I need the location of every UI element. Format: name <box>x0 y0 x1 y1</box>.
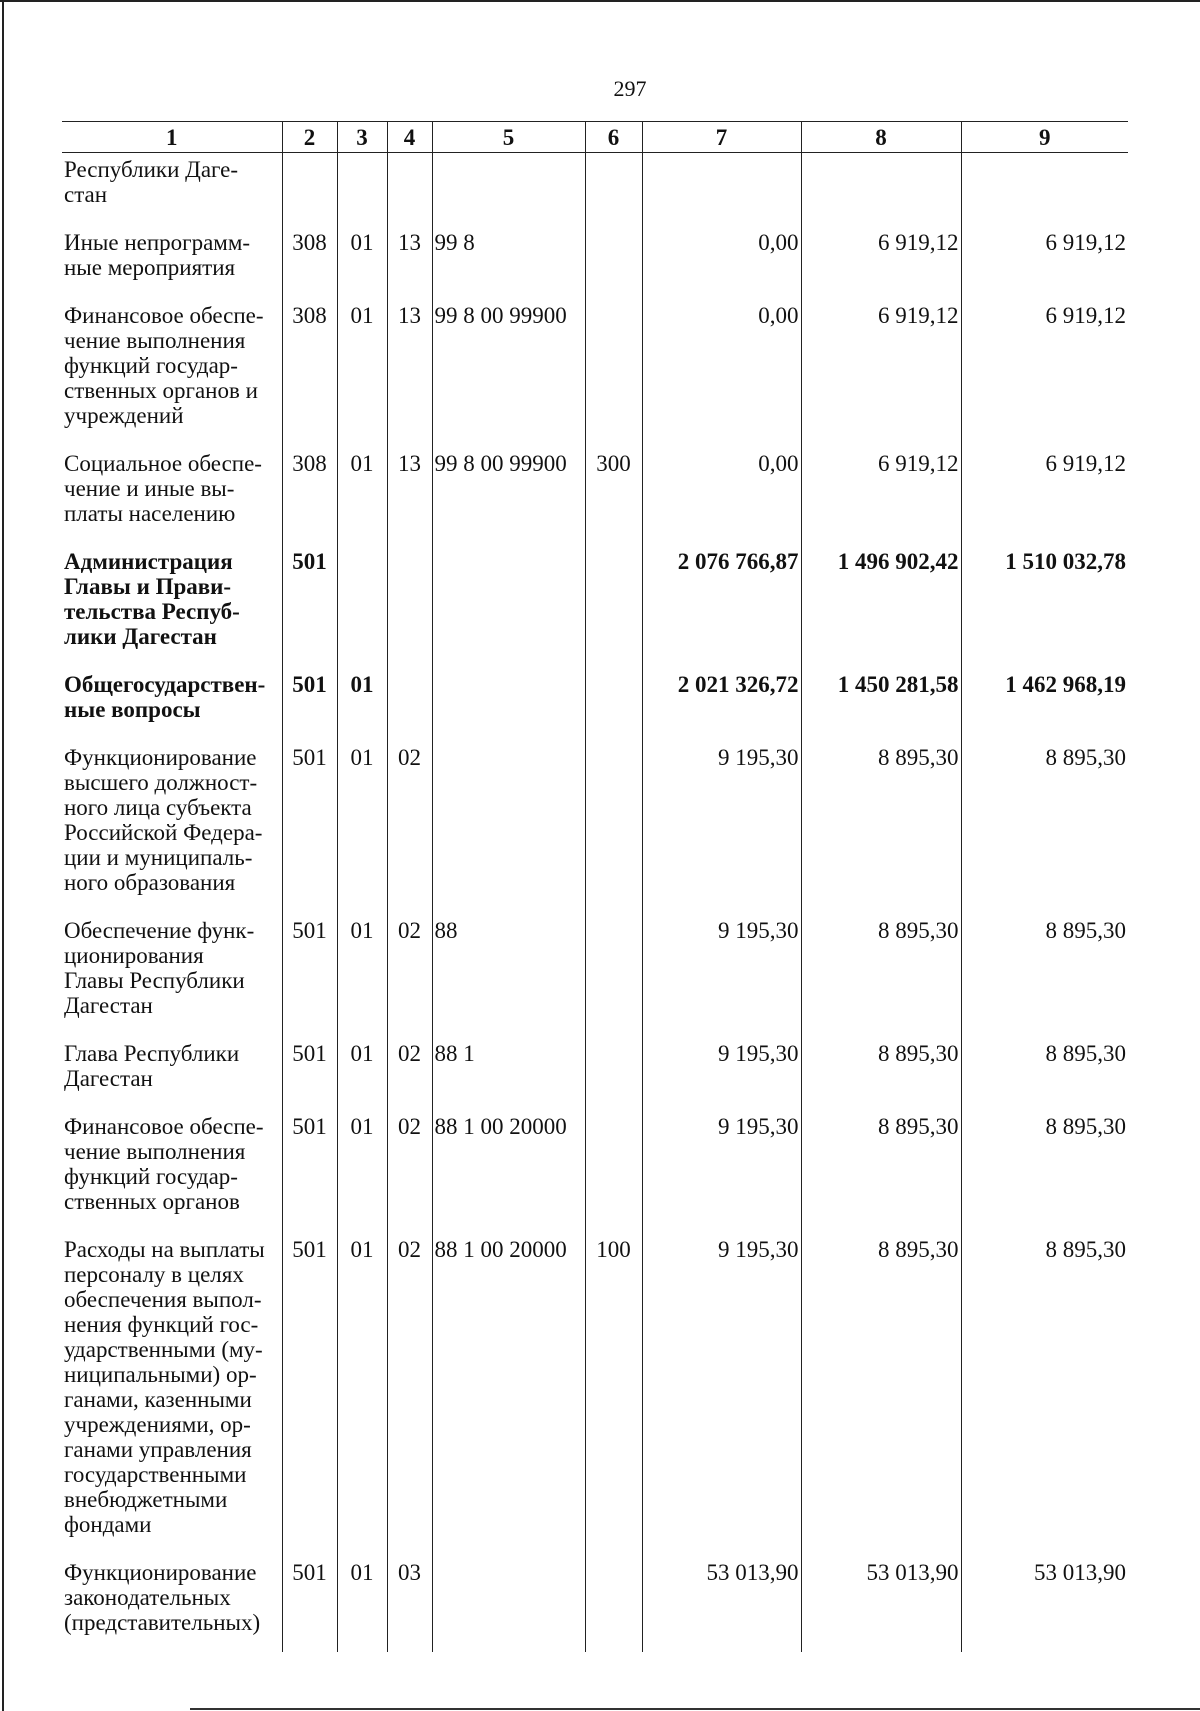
table-row <box>62 1108 1128 1231</box>
table-body <box>62 153 1128 1653</box>
amount-cell-col8: 8 895,30 <box>801 1035 961 1108</box>
expense-type-cell <box>585 153 642 225</box>
subsection-code-cell: 13 <box>387 224 432 297</box>
amount-cell-col7: 0,00 <box>642 297 801 445</box>
amount-cell-col9: 6 919,12 <box>961 224 1128 297</box>
target-article-cell <box>432 1554 585 1652</box>
row-label: Финансовое обеспе- чение выполнения функций государ- ственных органов <box>64 1114 264 1214</box>
amount-cell-col8: 6 919,12 <box>801 297 961 445</box>
subsection-code-cell: 02 <box>387 1108 432 1231</box>
page-number: 297 <box>613 76 647 101</box>
amount-cell-col9: 53 013,90 <box>961 1554 1128 1652</box>
amount-cell-col9: 8 895,30 <box>961 1108 1128 1231</box>
target-article-cell <box>432 153 585 225</box>
expense-type-cell <box>585 1108 642 1231</box>
row-label: Общегосударствен- ные вопросы <box>64 672 266 722</box>
row-label: Функционирование высшего должност- ного лица субъекта Российской Федера- ции и муниципаль- ного образования <box>64 745 263 895</box>
section-code-cell: 01 <box>337 445 387 543</box>
column-header-1: 1 <box>62 122 282 153</box>
expense-type-cell <box>585 1554 642 1652</box>
expense-type-cell <box>585 543 642 666</box>
expense-type-cell <box>585 224 642 297</box>
table-row <box>62 153 1128 225</box>
row-label: Обеспечение функ- ционирования Главы Республики Дагестан <box>64 918 255 1018</box>
table-row <box>62 739 1128 912</box>
expense-type-cell <box>585 1035 642 1108</box>
target-article-cell <box>432 666 585 739</box>
admin-code-cell <box>282 153 337 225</box>
amount-cell-col8: 1 450 281,58 <box>801 666 961 739</box>
table-row <box>62 1554 1128 1652</box>
expense-type-cell <box>585 666 642 739</box>
row-label: Расходы на выплаты персоналу в целях обеспечения выпол- нения функций гос- ударственными (му- ниципальными) ор- ганами, казенными учреждениями, ор- ганами управления государственными внебюджетными фондами <box>64 1237 265 1537</box>
admin-code-cell: 501 <box>282 1108 337 1231</box>
amount-cell-col7: 9 195,30 <box>642 1035 801 1108</box>
admin-code-cell: 308 <box>282 297 337 445</box>
admin-code-cell: 501 <box>282 912 337 1035</box>
subsection-code-cell <box>387 153 432 225</box>
column-header-6: 6 <box>585 122 642 153</box>
table-row <box>62 543 1128 666</box>
table-row <box>62 1035 1128 1108</box>
section-code-cell: 01 <box>337 739 387 912</box>
amount-cell-col8: 1 496 902,42 <box>801 543 961 666</box>
amount-cell-col7: 9 195,30 <box>642 739 801 912</box>
subsection-code-cell <box>387 543 432 666</box>
table-row <box>62 1231 1128 1554</box>
section-code-cell: 01 <box>337 224 387 297</box>
subsection-code-cell: 03 <box>387 1554 432 1652</box>
amount-cell-col9: 6 919,12 <box>961 445 1128 543</box>
target-article-cell: 88 <box>432 912 585 1035</box>
column-header-8: 8 <box>801 122 961 153</box>
admin-code-cell: 501 <box>282 739 337 912</box>
amount-cell-col8: 8 895,30 <box>801 912 961 1035</box>
section-code-cell <box>337 543 387 666</box>
page-left-border <box>2 0 4 1711</box>
target-article-cell: 99 8 <box>432 224 585 297</box>
target-article-cell <box>432 739 585 912</box>
subsection-code-cell: 02 <box>387 1231 432 1554</box>
amount-cell-col8: 8 895,30 <box>801 1231 961 1554</box>
amount-cell-col9: 1 462 968,19 <box>961 666 1128 739</box>
budget-table <box>62 121 1128 1652</box>
section-code-cell: 01 <box>337 1231 387 1554</box>
amount-cell-col7: 9 195,30 <box>642 912 801 1035</box>
row-label: Функционирование законодательных (представительных) <box>64 1560 261 1635</box>
amount-cell-col7 <box>642 153 801 225</box>
admin-code-cell: 501 <box>282 543 337 666</box>
amount-cell-col9: 8 895,30 <box>961 912 1128 1035</box>
expense-type-cell <box>585 297 642 445</box>
row-label: Финансовое обеспе- чение выполнения функций государ- ственных органов и учреждений <box>64 303 264 428</box>
target-article-cell: 88 1 00 20000 <box>432 1108 585 1231</box>
table-row <box>62 666 1128 739</box>
amount-cell-col7: 0,00 <box>642 224 801 297</box>
amount-cell-col8: 8 895,30 <box>801 739 961 912</box>
section-code-cell: 01 <box>337 1035 387 1108</box>
amount-cell-col7: 2 021 326,72 <box>642 666 801 739</box>
row-label: Иные непрограмм- ные мероприятия <box>64 230 251 280</box>
amount-cell-col8: 53 013,90 <box>801 1554 961 1652</box>
expense-type-cell: 100 <box>585 1231 642 1554</box>
amount-cell-col7: 0,00 <box>642 445 801 543</box>
table-row <box>62 297 1128 445</box>
amount-cell-col7: 53 013,90 <box>642 1554 801 1652</box>
admin-code-cell: 501 <box>282 1554 337 1652</box>
column-header-4: 4 <box>387 122 432 153</box>
amount-cell-col7: 9 195,30 <box>642 1108 801 1231</box>
target-article-cell <box>432 543 585 666</box>
amount-cell-col9: 6 919,12 <box>961 297 1128 445</box>
row-label: Социальное обеспе- чение и иные вы- платы населению <box>64 451 262 526</box>
subsection-code-cell: 13 <box>387 445 432 543</box>
row-label: Администрация Главы и Прави- тельства Респуб- лики Дагестан <box>64 549 240 649</box>
column-header-7: 7 <box>642 122 801 153</box>
amount-cell-col7: 2 076 766,87 <box>642 543 801 666</box>
subsection-code-cell: 02 <box>387 912 432 1035</box>
amount-cell-col7: 9 195,30 <box>642 1231 801 1554</box>
header-row <box>62 122 1128 153</box>
admin-code-cell: 308 <box>282 224 337 297</box>
target-article-cell: 99 8 00 99900 <box>432 297 585 445</box>
column-header-9: 9 <box>961 122 1128 153</box>
amount-cell-col8: 6 919,12 <box>801 445 961 543</box>
column-header-2: 2 <box>282 122 337 153</box>
expense-type-cell <box>585 739 642 912</box>
table-row <box>62 912 1128 1035</box>
amount-cell-col8: 8 895,30 <box>801 1108 961 1231</box>
column-header-3: 3 <box>337 122 387 153</box>
row-label: Республики Даге- стан <box>64 157 239 207</box>
subsection-code-cell <box>387 666 432 739</box>
page-top-border <box>0 0 1200 2</box>
expense-type-cell: 300 <box>585 445 642 543</box>
section-code-cell: 01 <box>337 1554 387 1652</box>
table-row <box>62 445 1128 543</box>
row-label: Глава Республики Дагестан <box>64 1041 240 1091</box>
target-article-cell: 88 1 <box>432 1035 585 1108</box>
column-header-5: 5 <box>432 122 585 153</box>
table-row <box>62 224 1128 297</box>
section-code-cell <box>337 153 387 225</box>
amount-cell-col9: 8 895,30 <box>961 739 1128 912</box>
amount-cell-col8: 6 919,12 <box>801 224 961 297</box>
subsection-code-cell: 02 <box>387 739 432 912</box>
subsection-code-cell: 13 <box>387 297 432 445</box>
section-code-cell: 01 <box>337 666 387 739</box>
section-code-cell: 01 <box>337 912 387 1035</box>
amount-cell-col9: 8 895,30 <box>961 1231 1128 1554</box>
target-article-cell: 99 8 00 99900 <box>432 445 585 543</box>
target-article-cell: 88 1 00 20000 <box>432 1231 585 1554</box>
expense-type-cell <box>585 912 642 1035</box>
amount-cell-col9: 1 510 032,78 <box>961 543 1128 666</box>
amount-cell-col9 <box>961 153 1128 225</box>
subsection-code-cell: 02 <box>387 1035 432 1108</box>
section-code-cell: 01 <box>337 297 387 445</box>
admin-code-cell: 501 <box>282 666 337 739</box>
section-code-cell: 01 <box>337 1108 387 1231</box>
page-bottom-border <box>190 1708 1200 1710</box>
admin-code-cell: 308 <box>282 445 337 543</box>
amount-cell-col8 <box>801 153 961 225</box>
table-header <box>62 122 1128 153</box>
amount-cell-col9: 8 895,30 <box>961 1035 1128 1108</box>
admin-code-cell: 501 <box>282 1231 337 1554</box>
admin-code-cell: 501 <box>282 1035 337 1108</box>
